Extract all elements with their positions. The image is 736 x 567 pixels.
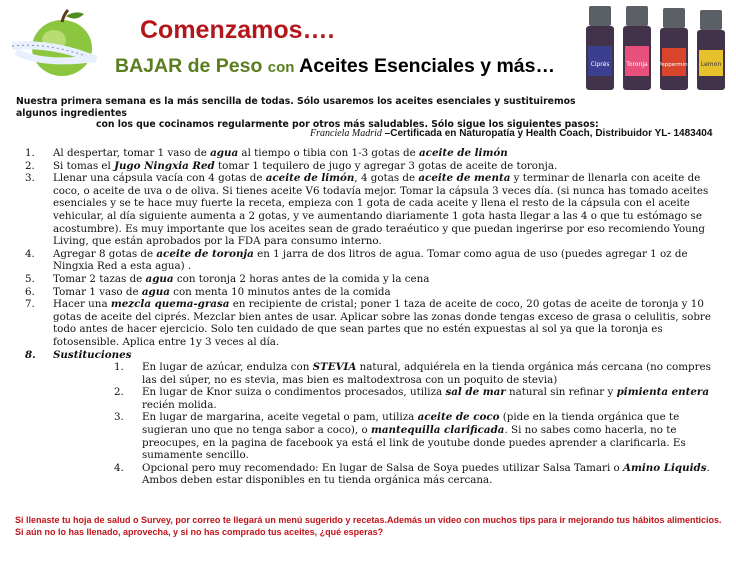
text: Opcional pero muy recomendado: En lugar de Salsa de Soya puedes utilizar Salsa Tamari o (142, 461, 624, 474)
step-item-substitutions (0, 349, 728, 488)
substitution-item (53, 462, 728, 487)
emphasis: mantequilla clarificada (370, 424, 505, 437)
text: con menta 10 minutos antes de la comida (169, 285, 391, 298)
step-item (0, 172, 728, 248)
text: recién molida. (142, 398, 217, 411)
bottle-label: Peppermint (658, 62, 690, 68)
substitution-number: 2. (114, 386, 124, 399)
emphasis: pimienta entera (616, 386, 710, 399)
step-number: 5. (25, 272, 35, 285)
subtitle-bajar: BAJAR de Peso (115, 55, 263, 77)
emphasis: Jugo Ningxia Red (114, 159, 215, 172)
emphasis: aceite de limón (265, 172, 355, 185)
emphasis: mezcla quema-grasa (110, 298, 230, 311)
step-item (0, 160, 728, 173)
subtitle-aceites: Aceites Esenciales y más… (299, 55, 555, 77)
emphasis: aceite de menta (418, 172, 511, 185)
bottle-peppermint (658, 8, 690, 90)
text: Agregar 8 gotas de (53, 247, 157, 260)
emphasis: aceite de limón (419, 147, 508, 159)
text: Tomar 2 tazas de (53, 272, 146, 285)
step-item (0, 286, 728, 299)
text: . Ambos deben estar disponibles en tu tienda orgánica más cercana. (142, 461, 710, 487)
bottle-label: Ciprés (590, 61, 610, 68)
text: , 4 gotas de (354, 172, 419, 185)
emphasis: Amino Liquids (623, 461, 707, 474)
step-number: 3. (25, 172, 35, 185)
intro-text (16, 96, 606, 131)
emphasis: aceite de toronja (156, 247, 254, 260)
intro-line-1: Nuestra primera semana es la más sencilla de todas. Sólo usaremos los aceites esenciales y sustituiremos algunos ingredientes (16, 96, 576, 119)
text: (pide en la tienda orgánica que te sugieran uno que no tenga sabor a coco), o (142, 411, 680, 437)
text: al tiempo o tibia con 1-3 gotas de (238, 147, 419, 159)
step-number: 7. (25, 298, 35, 311)
bottle-lemon (697, 10, 725, 90)
substitution-number: 4. (114, 461, 124, 474)
text: Llenar una cápsula vacía con 4 gotas de (53, 172, 266, 185)
text: Si tomas el (53, 159, 115, 172)
substitutions-title: Sustituciones (53, 348, 132, 361)
emphasis: aceite de coco (417, 411, 500, 424)
bottle-label: Lemon (700, 61, 722, 68)
footer-note: Si llenaste tu hoja de salud o Survey, por correo te llegará un menú sugerido y recetas.Además un video con muchos tips para ir mejorando tus hábitos alimenticios. Si aún no lo has llenado, aprovecha, y si no has comprado tus aceites, ¿qué esperas? (15, 515, 722, 537)
subtitle-con: con (267, 59, 295, 76)
substitution-item (53, 361, 728, 386)
substitution-number: 3. (114, 411, 124, 424)
text: En lugar de azúcar, endulza con (142, 361, 313, 374)
text: tomar 1 tequilero de jugo y agregar 3 gotas de aceite de toronja. (214, 159, 558, 172)
step-number: 4. (25, 247, 35, 260)
step-item (0, 248, 728, 273)
emphasis: STEVIA (312, 361, 357, 374)
certification-text: –Certificada en Naturopatía y Health Coach, Distribuidor YL- 1483404 (381, 128, 713, 139)
steps-list (0, 147, 728, 487)
substitutions-list (53, 361, 728, 487)
emphasis: sal de mar (445, 386, 506, 399)
author-signature: Franciela Madrid (310, 128, 382, 139)
step-number: 8. (25, 348, 36, 361)
emphasis: agua (145, 272, 174, 285)
step-number: 1. (25, 147, 35, 159)
text: con toronja 2 horas antes de la comida y la cena (173, 272, 430, 285)
bottle-toronja (623, 6, 651, 90)
text: Hacer una (53, 298, 111, 311)
bottle-label: Toronja (626, 61, 648, 68)
text: natural, adquiérela en la tienda orgánica más cercana (no compres las del súper, no es stevia, mas bien es maltodextrosa con un poquito de stevia) (142, 361, 711, 386)
emphasis: agua (141, 285, 170, 298)
step-number: 6. (25, 285, 35, 298)
text: en recipiente de cristal; poner 1 taza de aceite de coco, 20 gotas de aceite de toronja y 10 gotas de aceite del ciprés. Mezclar bien antes de usar. Aplicar sobre las zonas donde tengas exceso de grasa o celulitis, sobre todo antes de hacer ejercicio. Solo ten cuidado de que sean partes que no estén expuestas al sol ya que la toronja es fotosensible. Aplica entre 1y 3 veces al día. (53, 298, 711, 348)
step-item (0, 273, 728, 286)
step-number: 2. (25, 159, 35, 172)
author-certification (310, 128, 712, 139)
substitution-item (53, 386, 728, 411)
text: Al despertar, tomar 1 vaso de (53, 147, 211, 159)
essential-oil-bottles-image (583, 6, 733, 92)
text: En lugar de Knor suiza o condimentos procesados, utiliza (142, 386, 446, 399)
emphasis: agua (210, 147, 239, 159)
text: Tomar 1 vaso de (53, 285, 142, 298)
page-subtitle (115, 55, 555, 78)
substitution-item (53, 411, 728, 461)
step-item (0, 147, 728, 160)
apple-tape-measure-image (10, 8, 98, 80)
step-item (0, 298, 728, 348)
text: En lugar de margarina, aceite vegetal o pam, utiliza (142, 411, 418, 424)
text: . Si no sabes como hacerla, no te preocupes, en la pagina de facebook ya está el link de youtube donde puedes aprender a clarificarla. Es sumamente sencillo. (142, 424, 686, 462)
substitution-number: 1. (114, 361, 124, 374)
text: en 1 jarra de dos litros de agua. Tomar como agua de uso (puedes agregar 1 oz de Ningxia Red a esta agua) . (53, 247, 688, 273)
page-title: Comenzamos…. (140, 16, 335, 44)
bottle-cipres (586, 6, 614, 90)
text: y terminar de llenarla con aceite de coco, o aceite de uva o de oliva. Si tienes aceite V6 todavía mejor. Tomar la cápsula 3 veces día. (si nunca has tomado aceites esenciales y se te hace muy fuerte la receta, empieza con 1 gota de cada aceite y llena el resto de la cápsula con el aceite vehicular, al día siguiente aumenta a 2 gotas, y ve aumentando diariamente 1 gota hasta llegar a las 4 o que tu estómago se acostumbre). Es muy importante que los aceites sean de grado teraéutico y que puedan ingerirse por eso recomiendo Young Living, que están aprobados por la FDA para consumo interno. (53, 172, 709, 248)
intro-line-2: con los que cocinamos regularmente por otros más saludables. Sólo sigue los siguientes pasos: (96, 119, 599, 130)
text: natural sin refinar y (505, 386, 617, 399)
